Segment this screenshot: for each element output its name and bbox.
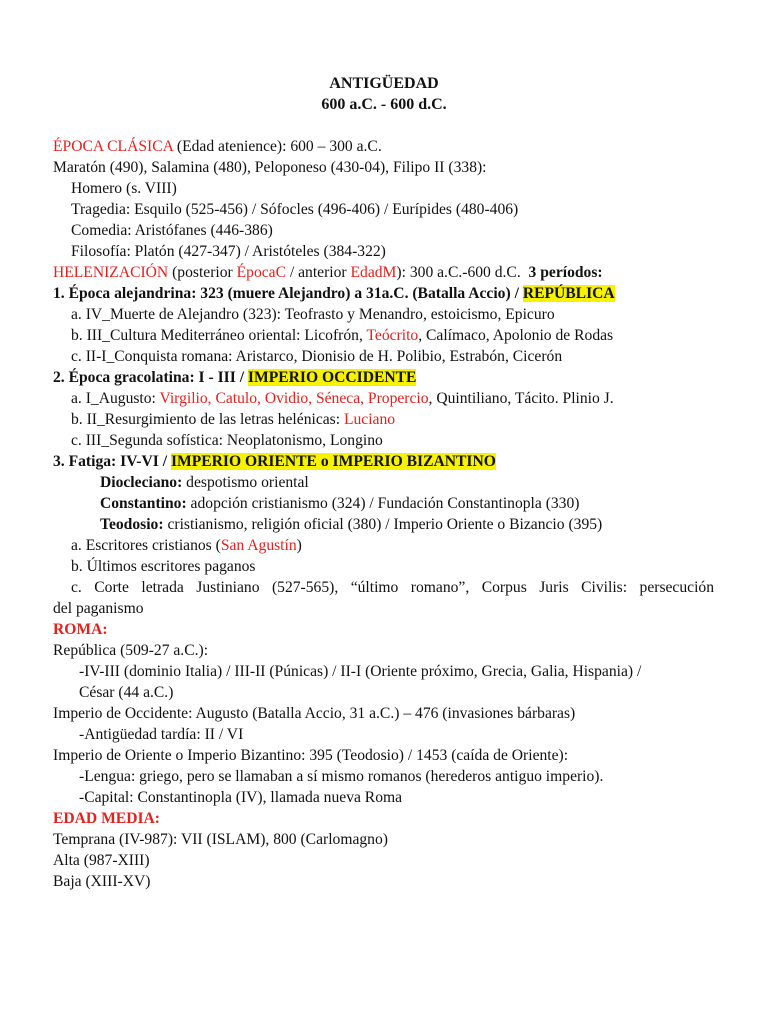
fatiga-diocleciano — [100, 473, 716, 493]
clasica-heading-line — [53, 137, 716, 157]
roma-republica-detail-2: César (44 a.C.) — [79, 684, 174, 701]
clasica-events: Maratón (490), Salamina (480), Peloponeso (430-04), Filipo II (338): — [53, 159, 487, 176]
alejandrina-item-c: c. II-I_Conquista romana: Aristarco, Dionisio de H. Polibio, Estrabón, Cicerón — [71, 348, 563, 365]
gracolatina-item-c: c. III_Segunda sofística: Neoplatonismo, Longino — [71, 432, 383, 449]
gracolatina-item-a-rest: , Quintiliano, Tácito. Plinio J. — [428, 390, 614, 407]
document-dates: 600 a.C. - 600 d.C. — [321, 96, 447, 113]
edad-media-baja: Baja (XIII-XV) — [53, 873, 151, 890]
diocleciano-label: Diocleciano: — [100, 474, 183, 491]
roma-republica-detail-1: -IV-III (dominio Italia) / III-II (Púnicas) / II-I (Oriente próximo, Grecia, Galia, Hispania) / — [79, 663, 642, 680]
fatiga-item-c-line1: c. Corte letrada Justiniano (527-565), “último romano”, Corpus Juris Civilis: persecución — [71, 579, 714, 596]
clasica-tragedia: Tragedia: Esquilo (525-456) / Sófocles (496-406) / Eurípides (480-406) — [71, 201, 519, 218]
helenizacion-heading: HELENIZACIÓN — [53, 264, 169, 281]
imperio-oriente-highlight: IMPERIO ORIENTE o IMPERIO BIZANTINO — [170, 453, 496, 470]
gracolatina-item-b — [71, 410, 716, 430]
helenizacion-text-1: (posterior — [168, 264, 237, 281]
roma-capital: -Capital: Constantinopla (IV), llamada nueva Roma — [79, 789, 403, 806]
gracolatina-heading-line — [53, 368, 716, 388]
helenizacion-text-2: / anterior — [286, 264, 351, 281]
constantino-label: Constantino: — [100, 495, 187, 512]
teodosio-text: cristianismo, religión oficial (380) / Imperio Oriente o Bizancio (395) — [163, 516, 603, 533]
roma-tardia: -Antigüedad tardía: II / VI — [79, 726, 244, 743]
fatiga-heading-line — [53, 452, 716, 472]
gracolatina-heading: 2. Época gracolatina: I - III / — [53, 369, 248, 386]
alejandrina-item-b — [71, 326, 716, 346]
alejandrina-item-b-rest: , Calímaco, Apolonio de Rodas — [418, 327, 614, 344]
clasica-comedia: Comedia: Aristófanes (446-386) — [71, 222, 273, 239]
augusto-authors: Virgilio, Catulo, Ovidio, Séneca, Propercio — [159, 390, 429, 407]
teocrito: Teócrito — [366, 327, 419, 344]
fatiga-heading: 3. Fatiga: IV-VI / — [53, 453, 171, 470]
helenizacion-periodos: 3 períodos: — [528, 264, 603, 281]
roma-occidente: Imperio de Occidente: Augusto (Batalla Accio, 31 a.C.) – 476 (invasiones bárbaras) — [53, 705, 576, 722]
gracolatina-item-a-text: a. I_Augusto: — [71, 390, 160, 407]
clasica-heading-rest: (Edad atenience): 600 – 300 a.C. — [173, 138, 382, 155]
clasica-homero: Homero (s. VIII) — [71, 180, 177, 197]
gracolatina-item-b-text: b. II_Resurgimiento de las letras helénicas: — [71, 411, 344, 428]
gracolatina-item-a — [71, 389, 716, 409]
clasica-filosofia: Filosofía: Platón (427-347) / Aristóteles (384-322) — [71, 243, 386, 260]
imperio-occidente-highlight: IMPERIO OCCIDENTE — [247, 369, 417, 386]
edad-media-alta: Alta (987-XIII) — [53, 852, 150, 869]
document-title: ANTIGÜEDAD — [329, 75, 439, 92]
teodosio-label: Teodosio: — [100, 516, 164, 533]
san-agustin: San Agustín — [220, 537, 297, 554]
helenizacion-line — [53, 263, 716, 283]
alejandrina-item-a: a. IV_Muerte de Alejandro (323): Teofrasto y Menandro, estoicismo, Epicuro — [71, 306, 555, 323]
edad-media-temprana: Temprana (IV-987): VII (ISLAM), 800 (Carlomagno) — [53, 831, 388, 848]
roma-oriente: Imperio de Oriente o Imperio Bizantino: 395 (Teodosio) / 1453 (caída de Oriente): — [53, 747, 569, 764]
fatiga-item-a — [71, 536, 716, 556]
helenizacion-edadm: EdadM — [350, 264, 397, 281]
luciano: Luciano — [343, 411, 396, 428]
helenizacion-epocac: ÉpocaC — [236, 264, 286, 281]
roma-lengua: -Lengua: griego, pero se llamaban a sí mismo romanos (herederos antiguo imperio). — [79, 768, 604, 785]
fatiga-item-a-rest: ) — [296, 537, 302, 554]
diocleciano-text: despotismo oriental — [182, 474, 309, 491]
edad-media-heading: EDAD MEDIA: — [53, 810, 160, 827]
constantino-text: adopción cristianismo (324) / Fundación Constantinopla (330) — [186, 495, 580, 512]
fatiga-item-c-line2: del paganismo — [53, 600, 144, 617]
alejandrina-heading-line — [53, 284, 716, 304]
alejandrina-heading: 1. Época alejandrina: 323 (muere Alejandro) a 31a.C. (Batalla Accio) / — [53, 285, 523, 302]
fatiga-item-a-text: a. Escritores cristianos ( — [71, 537, 221, 554]
fatiga-constantino — [100, 494, 716, 514]
fatiga-item-b: b. Últimos escritores paganos — [71, 558, 256, 575]
roma-heading: ROMA: — [53, 621, 108, 638]
clasica-heading: ÉPOCA CLÁSICA — [53, 138, 174, 155]
republica-highlight: REPÚBLICA — [522, 285, 615, 302]
helenizacion-text-3: ): 300 a.C.-600 d.C. — [396, 264, 529, 281]
fatiga-teodosio — [100, 515, 716, 535]
roma-republica: República (509-27 a.C.): — [53, 642, 209, 659]
alejandrina-item-b-text: b. III_Cultura Mediterráneo oriental: Licofrón, — [71, 327, 367, 344]
